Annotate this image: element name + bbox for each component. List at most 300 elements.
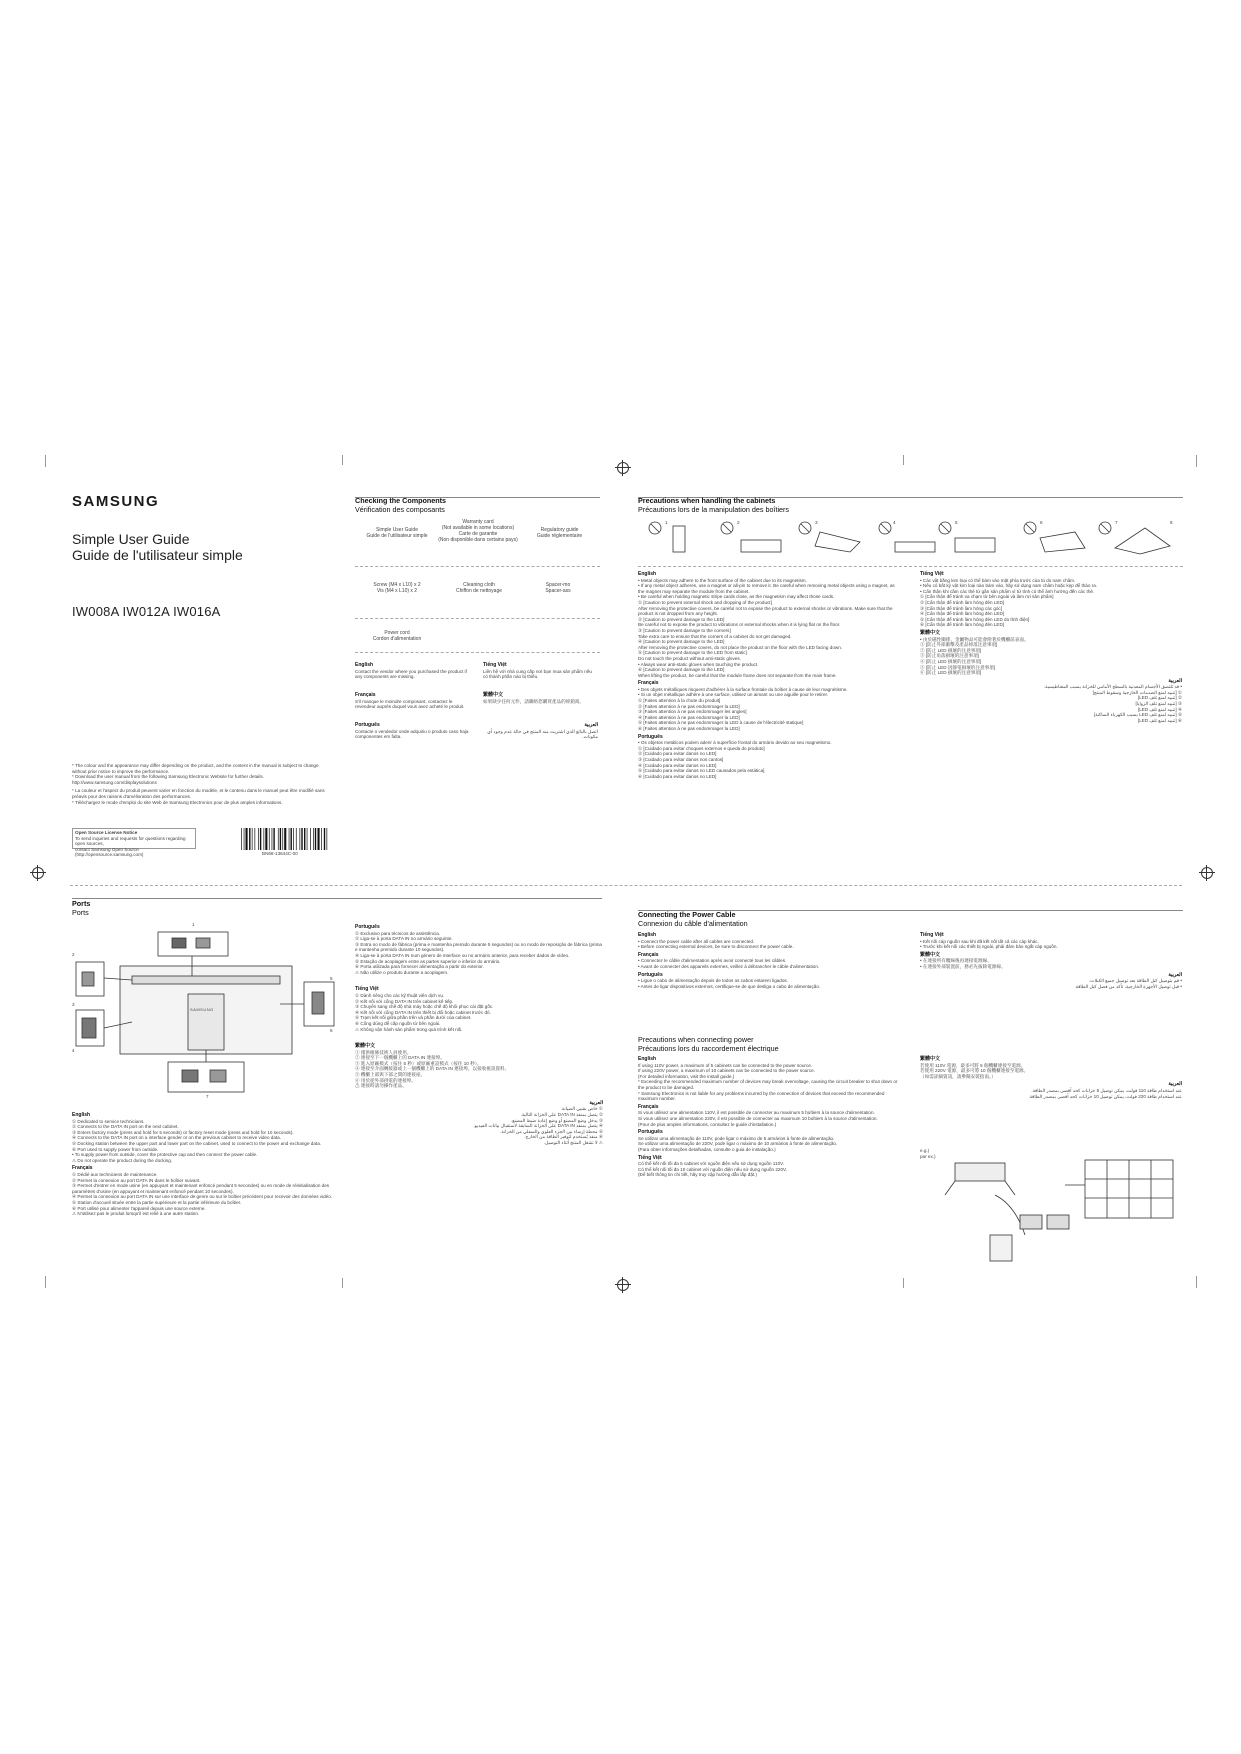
port-description: ② Kết nối với cổng DATA IN trên cabinet kế tiếp. [355,998,454,1004]
crop-mark [45,1276,46,1288]
component-regulatory-guide [522,527,597,539]
barcode-bar [318,828,320,850]
barcode-bar [324,828,325,850]
language-label: 繁體中文 [920,951,941,958]
component-screw [362,582,432,594]
port-description: ② Connects to the DATA IN port on the next cabinet. [72,1124,179,1130]
components-title-en: Checking the Components [355,496,447,505]
missing-note-text: Contacte o vendedor onde adquiriu o produto caso haja componentes em falta. [355,728,469,740]
barcode-bar [289,828,290,850]
power-precautions-left [638,1054,900,1178]
port-description: ② 連接至下一個機櫃上的 DATA IN 連接埠。 [355,1055,445,1061]
precaution-line: ④ [防止 LED 損壞的注意事項] [920,658,982,664]
precautions-title-en: Precautions when handling the cabinets [638,496,776,505]
cabinet-brand-label: SAMSUNG [190,1007,214,1012]
precaution-line: ⑥ [تنبيه لمنع تلف LED] [1137,717,1182,723]
precaution-line: ④ [Faites attention à ne pas endommager la LED] [638,714,740,720]
component-name: (Not available in some locations) [441,525,515,531]
precaution-line: ③ [Cẩn thận để tránh làm hỏng các góc] [920,605,1003,611]
ports-title-en: Ports [72,899,91,908]
precaution-line: ⑤ [Cuidado para evitar danos no LED causados pela estática] [638,768,765,774]
power-title-en: Connecting the Power Cable [638,910,736,919]
power-precaution: * Samsung Electronics is not liable for any problems incurred by the connection of devices that exceed the recommended maximum number. [638,1090,885,1102]
precaution-line: ② [Caution to prevent damage to the LED] [638,616,725,622]
cover-note: http://www.samsung.com/displaysolutions [72,779,157,785]
precaution-line: ① [防止外部衝擊及產品掉落注意事項] [920,642,998,648]
precaution-line: ③ [Faites attention à ne pas endommager les angles] [638,709,747,715]
language-label: English [638,932,657,938]
cover-note: * The colour and the appearance may differ depending on the product, and the content in the manual is subject to change without prior notice to improve the performance. [72,763,319,774]
language-label: العربية [584,722,598,728]
barcode-bar [301,828,302,850]
precaution-line: ③ [Caution to prevent damage to the corners] [638,627,731,633]
language-label: English [72,1112,91,1118]
port-description: ③ يدخل وضع المصنع أو وضع إعادة ضبط المصنع. [510,1117,603,1123]
cover-note: * La couleur et l'aspect du produit peuvent varier en fonction du modèle, et le contenu dans le manuel peut être modifié sans préavis pour des raisons d'amélioration des performances. [72,788,325,799]
ports-pt-vi-zh-ar [355,922,603,1146]
precaution-line: ⑤ [防止 LED 因靜電損壞的注意事項] [920,664,996,670]
language-label: العربية [1168,1081,1182,1088]
language-label: Tiếng Việt [638,1154,662,1161]
port-description: ② Permet la connexion au port DATA IN dans le boîtier suivant. [72,1177,201,1183]
barcode-bar [291,828,292,850]
barcode-bar [252,828,253,850]
language-label: 繁體中文 [483,692,504,698]
power-right-blocks [920,930,1182,989]
power-precautions-title-en: Precautions when connecting power [638,1035,754,1044]
power-precaution: (For detailed information, visit the install guide.) [638,1073,735,1079]
component-divider [355,566,600,567]
barcode-bar [265,828,267,850]
precaution-line: • قد تلتصق الأجسام المعدنية بالسطح الأمامي للخزانة بسبب المغناطيسية. [1043,684,1182,690]
precaution-line: ③ [تنبيه لمنع تلف الزوايا] [1135,701,1182,707]
component-name: Warranty card [462,519,494,525]
language-label: Português [638,1129,663,1136]
missing-note-vi [483,660,598,680]
precaution-line: ② [Cuidado para evitar danos no LED] [638,751,717,757]
port-description: ⑤ Station d'accueil située entre la partie supérieure et la partie inférieure du boîtier. [72,1199,242,1205]
language-label: Français [638,951,659,958]
power-precaution: Có thể kết nối tối đa 5 cabinet với nguồn điện nếu sử dụng nguồn 110V. [638,1161,785,1167]
missing-note-text: S'il manque le moindre composant, contactez le revendeur auprès duquel vous avez acheté le produit. [355,698,465,710]
components-section [355,497,600,514]
precaution-line: ② [防止 LED 損壞的注意事項] [920,647,982,653]
port-description: ⑤ Docking station between the upper part and lower part on the cabinet, used to connect to the power and exchange data. [72,1140,322,1146]
example-label-en: e.g.) [920,1148,930,1153]
port-description: ⑥ Port utilisé pour alimenter l'appareil depuis une source externe. [72,1205,206,1211]
crop-mark [1196,1276,1197,1288]
registration-mark-icon [617,462,629,474]
precaution-line: Take extra care to ensure that the corners of a cabinet do not get damaged. [638,633,792,639]
port-description: ③ Entra no modo de fábrica (prima e mantenha premido durante 5 segundos) ou no modo de reposição de fábrica (prima e mantenha premido durante 10 segundos). [355,941,602,953]
pictogram-number: 2 [737,520,740,525]
port-description: ⑤ Estação de acoplagem entre as partes superior e inferior do armário. [355,958,501,964]
barcode-bar [296,828,297,850]
power-connection-diagram [935,1155,1180,1265]
precaution-line: • Always wear anti-static gloves when touching the product. [638,661,759,667]
port-description: ⑥ 用於從外部供電的連接埠。 [355,1077,416,1083]
port-description: ① Exclusivo para técnicos de assistência. [355,930,441,936]
crop-mark [903,1278,904,1288]
precaution-line: • Metal objects may adhere to the front surface of the cabinet due to its magnetism. [638,577,807,583]
component-name: Simple User Guide [376,527,418,533]
barcode-bar [284,828,286,850]
barcode-bar [293,828,294,850]
component-name: Cordon d'alimentation [372,636,422,642]
precaution-line: ⑥ [Cuidado para evitar danos no LED] [638,773,717,779]
language-label: Français [638,1103,659,1110]
precaution-line: • Các vật bằng kim loại có thể bám vào mặt phía trước của tủ do nam châm. [920,577,1076,583]
language-label: العربية [1168,971,1182,978]
language-label: Tiếng Việt [920,932,944,938]
barcode-bar [310,828,311,850]
power-instruction: • Antes de ligar dispositivos externos, certifique-se de que desliga o cabo de alimentação. [638,983,821,989]
example-label [920,1148,936,1159]
barcode-bar [273,828,274,850]
barcode-bar [300,828,301,850]
missing-note-text: Contact the vendor where you purchased the product if any components are missing. [355,668,467,680]
precaution-line: ③ [防止角落損壞的注意事項] [920,653,979,659]
precaution-line: ④ [تنبيه لمنع تلف LED] [1137,706,1182,712]
precaution-line: ① [Caution to prevent external shock and dropping of the product] [638,599,772,605]
cover-notes [72,763,334,805]
missing-note-text: اتصل بالبائع الذي اشتريت منه المنتج في حالة عدم وجود أي مكونات. [487,728,598,740]
barcode-graphic [241,828,331,850]
cover-note: * Téléchargez le mode d'emploi du site Web de Samsung Electronics pour de plus amples informations. [72,799,283,805]
port-description: ② يتصل بمنفذ DATA IN على الخزانة التالية. [520,1112,603,1118]
language-label: English [355,662,374,668]
component-power-cord [362,630,432,642]
precaution-line: • Des objets métalliques risquent d'adhérer à la surface frontale du boîtier à cause de leur magnétisme. [638,686,848,692]
component-name: Cleaning cloth [463,582,495,588]
crop-mark [342,455,343,465]
open-source-line: contact Samsung Open Source (http://opensource.samsung.com) [75,846,144,858]
missing-note-text: 如果缺少任何元件，請聯絡您購買產品的經銷商。 [483,698,585,704]
power-instruction: • قبل توصيل الأجهزة الخارجية، تأكد من فصل كبل الطاقة. [1074,983,1182,989]
component-name: Screw (M4 x L10) x 2 [373,582,421,588]
pictogram-number: 4 [893,520,896,525]
port-callout: 7 [206,1094,209,1099]
port-description: ① Dedicated to service technicians. [72,1118,145,1124]
page-title-fr: Guide de l'utilisateur simple [72,547,243,563]
port-description: ① خاص بفنيي الصيانة. [560,1106,603,1112]
port-description: ⚠ 連接時請勿操作產品。 [355,1083,407,1089]
port-callout: 1 [192,922,195,927]
component-name: Carte de garantie [458,531,498,537]
port-description: ④ 連接至介面轉接器或上一個機櫃上的 DATA IN 連接埠，以接收視訊資料。 [355,1066,510,1072]
port-description: ⚠ N'utilisez pas le produit lorsqu'il est relié à une autre station. [72,1211,200,1217]
missing-note-text: Liên hệ với nhà cung cấp nơi bạn mua sản phẩm nếu có thành phần nào bị thiếu. [483,668,592,680]
missing-note-en [355,660,470,680]
model-numbers: IW008A IW012A IW016A [72,604,221,619]
power-instruction: • 在連接所有纜線後再連接電源線。 [920,958,992,964]
precaution-line: • Be careful when holding magnetic stripe cards close, as the magnetism may affect those cards. [638,594,835,600]
precaution-line: After removing the protective covers, be careful not to expose the product to external shocks or vibrations. Make sure that the product is not dropped from any height. [638,605,893,617]
fold-line [70,885,1182,886]
components-title-fr: Vérification des composants [355,504,445,514]
barcode-number: BN68-13644C-00 [262,851,298,856]
component-name: Spacer-mo [545,582,571,588]
language-label: العربية [1168,677,1182,684]
pictogram-number: 1 [665,520,668,525]
precaution-line: ⑥ [Cẩn thận để tránh làm hỏng đèn LED] [920,622,1005,628]
crop-mark [903,455,904,465]
power-precaution: * Exceeding the recommended maximum number of devices may break overvoltage, causing the circuit breaker to shut down or the product to be damaged. [638,1079,898,1090]
power-instruction: • Trước khi kết nối các thiết bị ngoài, phải đảm bảo ngắt cáp nguồn. [920,944,1058,950]
ports-diagram [72,922,340,1102]
precaution-line: ④ [Caution to prevent damage to the LED] [638,639,725,645]
language-label: العربية [589,1099,603,1106]
power-left-blocks [638,930,900,989]
crop-mark [342,1278,343,1288]
component-spacer [528,582,588,594]
precautions-vi-zh-ar [920,569,1182,723]
language-label: Português [638,733,663,740]
ports-title-fr: Ports [72,907,89,917]
power-instruction: • Connect the power cable after all cables are connected. [638,938,755,944]
barcode-bar [321,828,322,850]
power-precaution: (Pour de plus amples informations, consultez le guide d'installation.) [638,1121,777,1127]
barcode-bar [278,828,279,850]
language-label: Français [72,1165,93,1172]
barcode-bar [255,828,256,850]
power-precaution: If using 110V power, a maximum of 5 cabinets can be connected to the power source. [638,1062,813,1068]
port-description: ⚠ Không vận hành sản phẩm trong quá trình kết nối. [355,1026,463,1032]
power-precaution: Se utilizar uma alimentação de 220V, pode ligar o máximo de 10 armários à fonte de alimentação. [638,1141,838,1147]
language-label: English [638,1056,657,1062]
precautions-divider [638,566,1183,567]
barcode-bar [260,828,261,850]
barcode-bar [282,828,283,850]
pictogram-strip [645,518,1180,563]
precaution-line: ① [Cẩn thận để tránh va chạm từ bên ngoài và làm rơi sản phẩm] [920,594,1054,600]
precaution-line: ④ [Cuidado para evitar danos no LED] [638,762,717,768]
power-precaution: Si vous utilisez une alimentation 220V, il est possible de connecter au maximum 10 boîtiers à la source d'alimentation. [638,1115,878,1121]
precaution-line: • Si un objet métallique adhère à une surface, utilisez un aimant ou une aiguille pour le retirer. [638,692,829,698]
components-rule [355,497,600,498]
pictogram-number: 7 [1115,520,1118,525]
language-label: Tiếng Việt [920,571,944,577]
barcode-bar [307,828,308,850]
port-description: ① Dédié aux techniciens de maintenance. [72,1171,158,1177]
missing-note-zh [483,690,598,704]
precautions-title-fr: Précautions lors de la manipulation des boîtiers [638,504,790,514]
port-description: ⑥ Cổng dùng để cấp nguồn từ bên ngoài. [355,1020,441,1026]
barcode-bar [304,828,305,850]
language-label: Tiếng Việt [483,662,507,668]
power-precaution: (Para obter informações detalhadas, consulte o guia de instalação.) [638,1146,776,1152]
power-section [638,911,748,928]
precaution-line: • Cẩn thận khi cầm các thẻ từ gần sản phẩm vì từ tính có thể ảnh hưởng đến các thẻ. [920,588,1095,594]
component-warranty-card [438,519,518,543]
language-label: Português [355,924,380,930]
pictogram-number: 5 [955,520,958,525]
port-description: ⚠ لا تشغل المنتج أثناء التوصيل. [543,1140,603,1145]
barcode [241,828,331,850]
port-description: ⑤ Trạm kết nối giữa phần trên và phần dưới của cabinet. [355,1015,472,1021]
registration-mark-icon [32,867,44,879]
component-name: Guide réglementaire [536,533,583,539]
power-instruction: • Connectez le câble d'alimentation après avoir connecté tous les câbles. [638,958,787,964]
crop-mark [1196,455,1197,467]
port-callout: 3 [72,1002,75,1007]
power-precaution: عند استخدام طاقة 220 فولت، يمكن توصيل 10 خزانات كحد أقصى بمصدر الطاقة. [1028,1093,1182,1099]
precaution-line: ② [تنبيه لمنع تلف LED] [1137,695,1182,701]
port-description: ⚠ Do not operate the product during the docking. [72,1157,173,1163]
component-name: Power cord [384,630,410,636]
precautions-en [638,569,900,779]
port-description: ④ Liga-se à porta DATA IN num género de interface ou no armário anterior, para receber dados de vídeo. [355,952,570,958]
power-instruction: • قم بتوصيل كبل الطاقة بعد توصيل جميع الكبلات. [1088,978,1182,984]
power-instruction: • 在連接外部裝置前，務必先拔除電源線。 [920,963,1006,969]
port-description: ⑥ Port used to supply power from outside. [72,1146,159,1152]
power-precaution: 若使用 220V 電源，最多可將 10 個機櫃連接至電源。 [920,1068,1029,1074]
pictogram-number: 8 [1170,520,1173,525]
port-callout: 6 [330,1028,333,1033]
precaution-line: ⑤ [Cẩn thận để tránh làm hỏng đèn LED do tĩnh điện] [920,616,1030,622]
power-precaution: 若使用 110V 電源，最多可將 5 個機櫃連接至電源。 [920,1062,1026,1068]
component-name: Spacer-ass [545,588,571,594]
port-description: ⑤ 機櫃上部與下部之間的連接座。 [355,1072,426,1078]
component-name: Vis (M4 x L10) x 2 [376,588,418,594]
language-label: Português [355,722,380,728]
component-name: Chiffon de nettoyage [455,588,503,594]
language-label: 繁體中文 [355,1043,376,1050]
precaution-line: ④ [Cẩn thận để tránh làm hỏng đèn LED] [920,611,1005,617]
pictogram-number: 6 [1040,520,1043,525]
precaution-line: ② [Faites attention à ne pas endommager la LED] [638,703,740,709]
precaution-line: • Nếu có bất kỳ vật kim loại nào bám vào, hãy sử dụng nam châm hoặc kẹp để tháo ra. [920,583,1098,589]
power-precaution: （如需詳細資訊，請參閱安裝指南。） [920,1073,996,1079]
barcode-bar [264,828,265,850]
component-name: Guide de l'utilisateur simple [366,533,428,539]
precaution-line: • 由於磁性關係，金屬物品可能會附著於機櫃前表面。 [920,636,1029,642]
port-description: ③ Enters factory mode (press and hold for 5 seconds) or factory reset mode (press and hold for 10 seconds). [72,1129,294,1135]
power-title-fr: Connexion du câble d'alimentation [638,918,748,928]
power-precautions-right [920,1054,1182,1099]
barcode-bar [313,828,314,850]
port-callout: 2 [72,952,75,957]
port-description: ④ Connects to the DATA IN port on a interface gender or on the previous cabinet to receive video data. [72,1135,281,1141]
port-description: ③ 進入原廠模式（按住 5 秒）或原廠重設模式（按住 10 秒）。 [355,1060,482,1066]
language-label: 繁體中文 [920,629,941,636]
port-description: ⑥ Porta utilizada para fornecer alimentação a partir do exterior. [355,964,484,970]
power-precaution: Có thể kết nối tối đa 10 cabinet với nguồn điện nếu sử dụng nguồn 220V. [638,1166,787,1172]
precaution-line: ② [Cẩn thận để tránh làm hỏng đèn LED] [920,599,1005,605]
precaution-line: ⑥ [防止 LED 損壞的注意事項] [920,670,982,676]
port-callout: 4 [72,1048,75,1053]
port-description: • To supply power from outside, cover the protective cap and then connect the power cable. [72,1152,258,1158]
power-precaution: Si vous utilisez une alimentation 110V, il est possible de connecter au maximum 5 boîtiers à la source d'alimentation. [638,1110,875,1116]
power-precaution: If using 220V power, a maximum of 10 cabinets can be connected to the power source. [638,1068,815,1074]
barcode-bar [241,828,242,850]
port-description: ⑥ منفذ يُستخدم لتوفير الطاقة من الخارج. [524,1134,603,1140]
precaution-line: • If any metal object adheres, use a magnet or all-pin to remove it. Be careful when removing metal objects using a magnet, as the magnet may separate the module from the cabinet. [638,583,895,594]
precaution-line: ⑥ [Caution to prevent damage to the LED] [638,667,725,673]
precaution-line: ① [تنبيه لمنع الصدمات الخارجية وسقوط المنتج] [1092,689,1182,695]
power-precaution: عند استخدام طاقة 110 فولت، يمكن توصيل 5 خزانات كحد أقصى بمصدر الطاقة. [1031,1087,1182,1093]
barcode-bar [272,828,273,850]
ports-rule [72,898,602,899]
language-label: 繁體中文 [920,1056,941,1062]
power-precaution: Se utilizar uma alimentação de 110V, pode ligar o máximo de 5 armários à fonte de alimentação. [638,1135,835,1141]
precautions-pictograms [645,518,1180,563]
precaution-line: ① [Faites attention à la chute du produit] [638,698,721,704]
barcode-bar [249,828,250,850]
missing-note-pt [355,720,470,740]
language-label: English [638,571,657,577]
pictogram-number: 3 [815,520,818,525]
port-description: ③ Chuyển sang chế độ nhà máy hoặc chế độ khôi phục cài đặt gốc. [355,1004,494,1010]
port-description: ④ يتصل بمنفذ DATA IN على الخزانة السابقة لاستقبال بيانات الفيديو. [473,1123,603,1129]
power-instruction: • Avant de connecter des appareils externes, veillez à débrancher le câble d'alimentation. [638,963,820,969]
barcode-bar [258,828,259,850]
language-label: Français [638,680,659,687]
component-divider [355,652,600,653]
open-source-notice-box [72,828,196,858]
port-description: ③ Permet d'entrer en mode usine (en appuyant et maintenant enfoncé pendant 5 secondes) ou en mode de réinitialisation des paramètres d'usine (en appuyant et maintenant enfoncé pendant 10 secondes). [72,1183,330,1194]
crop-mark [45,455,46,467]
barcode-bar [280,828,281,850]
registration-mark-icon [617,1279,629,1291]
open-source-line: To send inquiries and requests for questions regarding open sources, [75,835,186,847]
missing-note-ar [483,720,598,740]
samsung-logo: SAMSUNG [72,493,160,510]
page-title-en: Simple User Guide [72,531,190,547]
component-simple-guide [362,527,432,539]
example-label-fr: par ex.) [920,1153,936,1159]
port-callout: 5 [330,976,333,981]
power-precautions-heading [638,1036,779,1053]
port-description: ⚠ Não utilize o produto durante a acoplagem. [355,969,449,975]
precaution-line: ⑤ [Faites attention à ne pas endommager la LED à cause de l'électricité statique] [638,720,804,726]
precaution-line: Do not touch the product without anti-static gloves. [638,655,741,661]
component-name: (Non disponible dans certains pays) [438,537,518,543]
barcode-bar [327,828,328,850]
power-diagram-graphic [935,1155,1180,1265]
registration-mark-icon [1201,867,1213,879]
component-cleaning-cloth [444,582,514,594]
power-instruction: • Kết nối cáp nguồn sau khi đã kết nối tất cả các cáp khác. [920,938,1039,944]
precaution-line: After removing the protective covers, do not place the product on the floor with the LED facing down. [638,644,843,650]
precaution-line: ① [Cuidado para evitar choques externos e queda do produto] [638,745,765,751]
barcode-bar [244,828,245,850]
precaution-line: ⑤ [Caution to prevent damage to the LED from static] [638,650,747,656]
language-label: Français [355,692,376,698]
ports-section [72,900,90,917]
port-description: ② Liga-se à porta DATA IN no armário seguinte. [355,936,453,942]
port-description: ④ Permet la connexion au port DATA IN sur une interface de genre ou sur le boîtier précédent pour recevoir des données vidéo. [72,1194,333,1200]
missing-note-fr [355,690,470,710]
precaution-line: ⑤ [تنبيه لمنع تلف LED بسبب الكهرباء الساكنة] [1093,712,1182,718]
precautions-section [638,497,1183,514]
component-name: Regulatory guide [540,527,579,533]
port-description: ① 僅供維修技術人員使用。 [355,1049,412,1055]
component-divider [355,618,600,619]
precaution-line: ③ [Cuidado para evitar danos nos cantos] [638,757,724,762]
power-instruction: • Ligue o cabo de alimentação depois de todos os cabos estarem ligados. [638,978,788,984]
power-instruction: • Before connecting external devices, be sure to disconnect the power cable. [638,944,794,950]
ports-en-fr [72,1110,334,1217]
precaution-line: When lifting the product, be careful that the module frame does not separate from the main frame. [638,672,837,678]
precaution-line: ⑥ [Faites attention à ne pas endommager la LED] [638,726,740,732]
cover-note: * Download the user manual from the following Samsung Electronic Website for further details. [72,774,264,780]
barcode-bar [269,828,270,850]
language-label: Português [638,971,663,978]
open-source-title: Open Source License Notice [75,830,138,835]
precaution-line: • Os objetos metálicos podem aderir à superfície frontal do armário devido ao seu magnetismo. [638,740,832,746]
port-description: ① Dành riêng cho các kỹ thuật viên dịch vụ. [355,992,445,998]
